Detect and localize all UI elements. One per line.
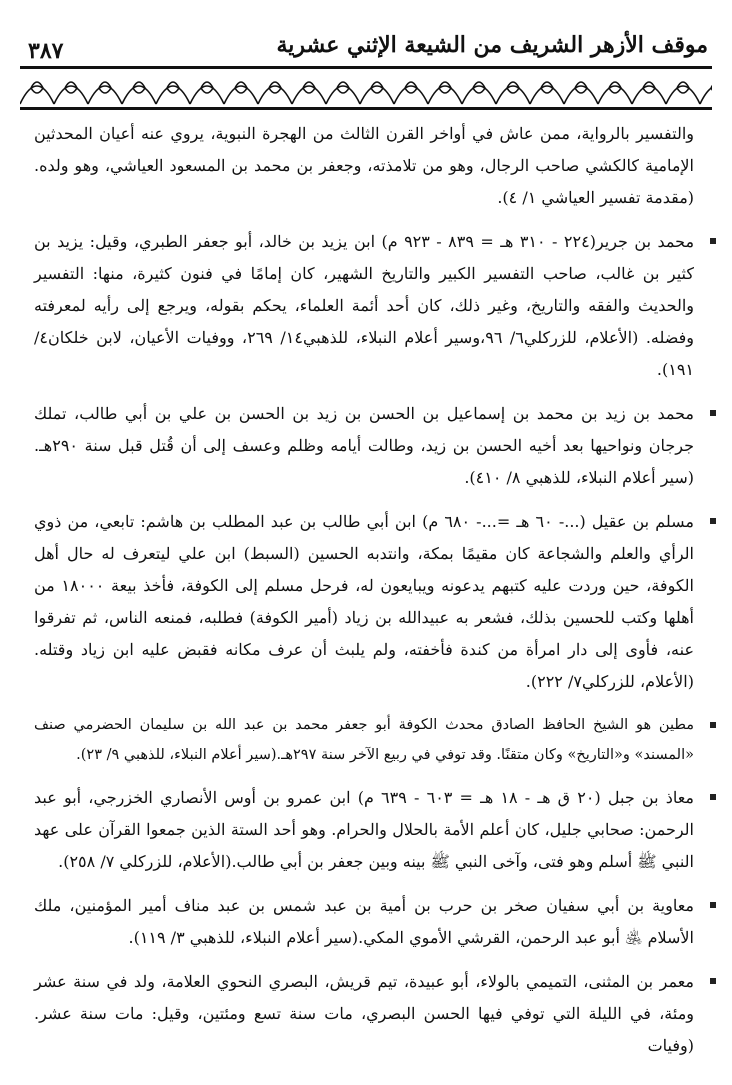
entry-text: والتفسير بالرواية، ممن عاش في أواخر القرن الثالث من الهجرة النبوية، يروي عنه أعيان المحدثين الإمامية كالكشي صاحب الرجال، وهو من تلامذته، وجعفر بن محمد بن المسعود العياشي، وهو ولده. (مقدمة تفسير العياشي ١/ ٤). <box>34 124 694 207</box>
ornament-arch <box>20 86 54 104</box>
ornament-arch <box>156 86 190 104</box>
ornament-arch <box>530 86 564 104</box>
entry-text: معاوية بن أبي سفيان صخر بن حرب بن أمية بن عبد شمس بن عبد مناف أمير المؤمنين، ملك الأسلام ﵁ أبو عبد الرحمن، القرشي الأموي المكي.(سير أعلام النبلاء، للذهبي ٣/ ١١٩). <box>34 896 694 947</box>
entry-1 <box>34 226 694 386</box>
bullet-icon <box>710 794 716 800</box>
bullet-icon <box>710 410 716 416</box>
ornament-arch <box>394 86 428 104</box>
entry-text: معمر بن المثنى، التميمي بالولاء، أبو عبيدة، تيم قريش، البصري النحوي العلامة، ولد في سنة عشر ومئة، في الليلة التي توفي فيها الحسن البصري، مات سنة تسع ومئتين، وقيل: مات سنة عشر. (وفيات <box>34 972 694 1055</box>
entry-text: محمد بن جرير(٢٢٤ - ٣١٠ هـ = ٨٣٩ - ٩٢٣ م) ابن يزيد بن خالد، أبو جعفر الطبري، وقيل: يزيد بن كثير بن غالب، صاحب التفسير الكبير والتاريخ الشهير، كان إمامًا في فنون كثيرة، منها: التفسير والحديث والفقه والتاريخ، وغير ذلك، كان أحد أئمة العلماء، يحكم بقوله، ويرجع إلى رأيه لمعرفته وفضله. (الأعلام، للزركلي٦/ ٩٦،وسير أعلام النبلاء، للذهبي١٤/ ٢٦٩، ووفيات الأعيان، لابن خلكان٤/ ١٩١). <box>34 232 695 379</box>
entry-5 <box>34 782 694 878</box>
ornament-leaf <box>711 82 712 93</box>
ornament-arch <box>122 86 156 104</box>
entry-2 <box>34 398 694 494</box>
ornament-arch <box>700 86 712 104</box>
page-number: ٣٨٧ <box>28 38 64 64</box>
ornament-arch <box>54 86 88 104</box>
ornament-arch <box>224 86 258 104</box>
glossary-content <box>34 118 694 1074</box>
page-header <box>22 28 712 68</box>
bullet-icon <box>710 722 716 728</box>
entry-text: مسلم بن عقيل (...- ٦٠ هـ =...- ٦٨٠ م) ابن أبي طالب بن عبد المطلب بن هاشم: تابعي، من ذوي الرأي والعلم والشجاعة كان مقيمًا بمكة، وانتدبه الحسين (السبط) ابن علي ليتعرف له حال أهل الكوفة، حين وردت عليه كتبهم يدعونه ويبايعون له، فرحل مسلم إلى الكوفة، فأخذ بيعة ١٨٠٠٠ من أهلها وكتب للحسين بذلك، فشعر به عبيدالله بن زياد (أمير الكوفة) فطلبه، فمنعه الناس، ثم تفرقوا عنه، فأوى إلى دار امرأة من كندة فأخفته، ولم يلبث أن عرف مكانه فقبض عليه ابن زياد وقتله. (الأعلام، للزركلي٧/ ٢٢٢). <box>34 512 694 691</box>
entry-6 <box>34 890 694 954</box>
decorative-border-ornament <box>20 64 712 112</box>
ornament-arch <box>632 86 666 104</box>
entry-text: معاذ بن جبل (٢٠ ق هـ - ١٨ هـ = ٦٠٣ - ٦٣٩ م) ابن عمرو بن أوس الأنصاري الخزرجي، أبو عبد الرحمن: صحابي جليل، كان أعلم الأمة بالحلال والحرام. وهو أحد الستة الذين جمعوا القرآن على عهد النبي ﷺ أسلم وهو فتى، وآخى النبي ﷺ بينه وبين جعفر بن أبي طالب.(الأعلام، للزركلي ٧/ ٢٥٨). <box>34 788 694 871</box>
ornament-arch <box>360 86 394 104</box>
entry-text: محمد بن زيد بن محمد بن إسماعيل بن الحسن بن زيد بن الحسن بن علي بن أبي طالب، تملك جرجان ونواحيها بعد أخيه الحسن بن زيد، وطالت أيامه وظلم وعسف إلى أن قُتل قبل سنة ٢٩٠هـ. (سير أعلام النبلاء، للذهبي ٨/ ٤١٠). <box>34 404 694 487</box>
ornament-arch <box>190 86 224 104</box>
ornament-arch <box>88 86 122 104</box>
book-title: موقف الأزهر الشريف من الشيعة الإثني عشرية <box>276 32 708 58</box>
bullet-icon <box>710 518 716 524</box>
bullet-icon <box>710 238 716 244</box>
ornament-arch <box>564 86 598 104</box>
entry-0 <box>34 118 694 214</box>
ornament-arch <box>496 86 530 104</box>
bullet-icon <box>710 978 716 984</box>
ornament-arch <box>258 86 292 104</box>
ornament-arch <box>598 86 632 104</box>
entry-3 <box>34 506 694 698</box>
ornament-arch <box>326 86 360 104</box>
entry-text: مطين هو الشيخ الحافظ الصادق محدث الكوفة أبو جعفر محمد بن عبد الله بن سليمان الحضرمي صنف «المسند» و«التاريخ» وكان متقنًا. وقد توفي في ربيع الآخر سنة ٢٩٧هـ.(سير أعلام النبلاء، للذهبي ٩/ ٢٣). <box>34 717 694 763</box>
bullet-icon <box>710 902 716 908</box>
ornament-arch <box>666 86 700 104</box>
entry-7 <box>34 966 694 1062</box>
ornament-arch <box>428 86 462 104</box>
ornament-arch <box>292 86 326 104</box>
entry-4 <box>34 710 694 770</box>
ornament-arch <box>462 86 496 104</box>
